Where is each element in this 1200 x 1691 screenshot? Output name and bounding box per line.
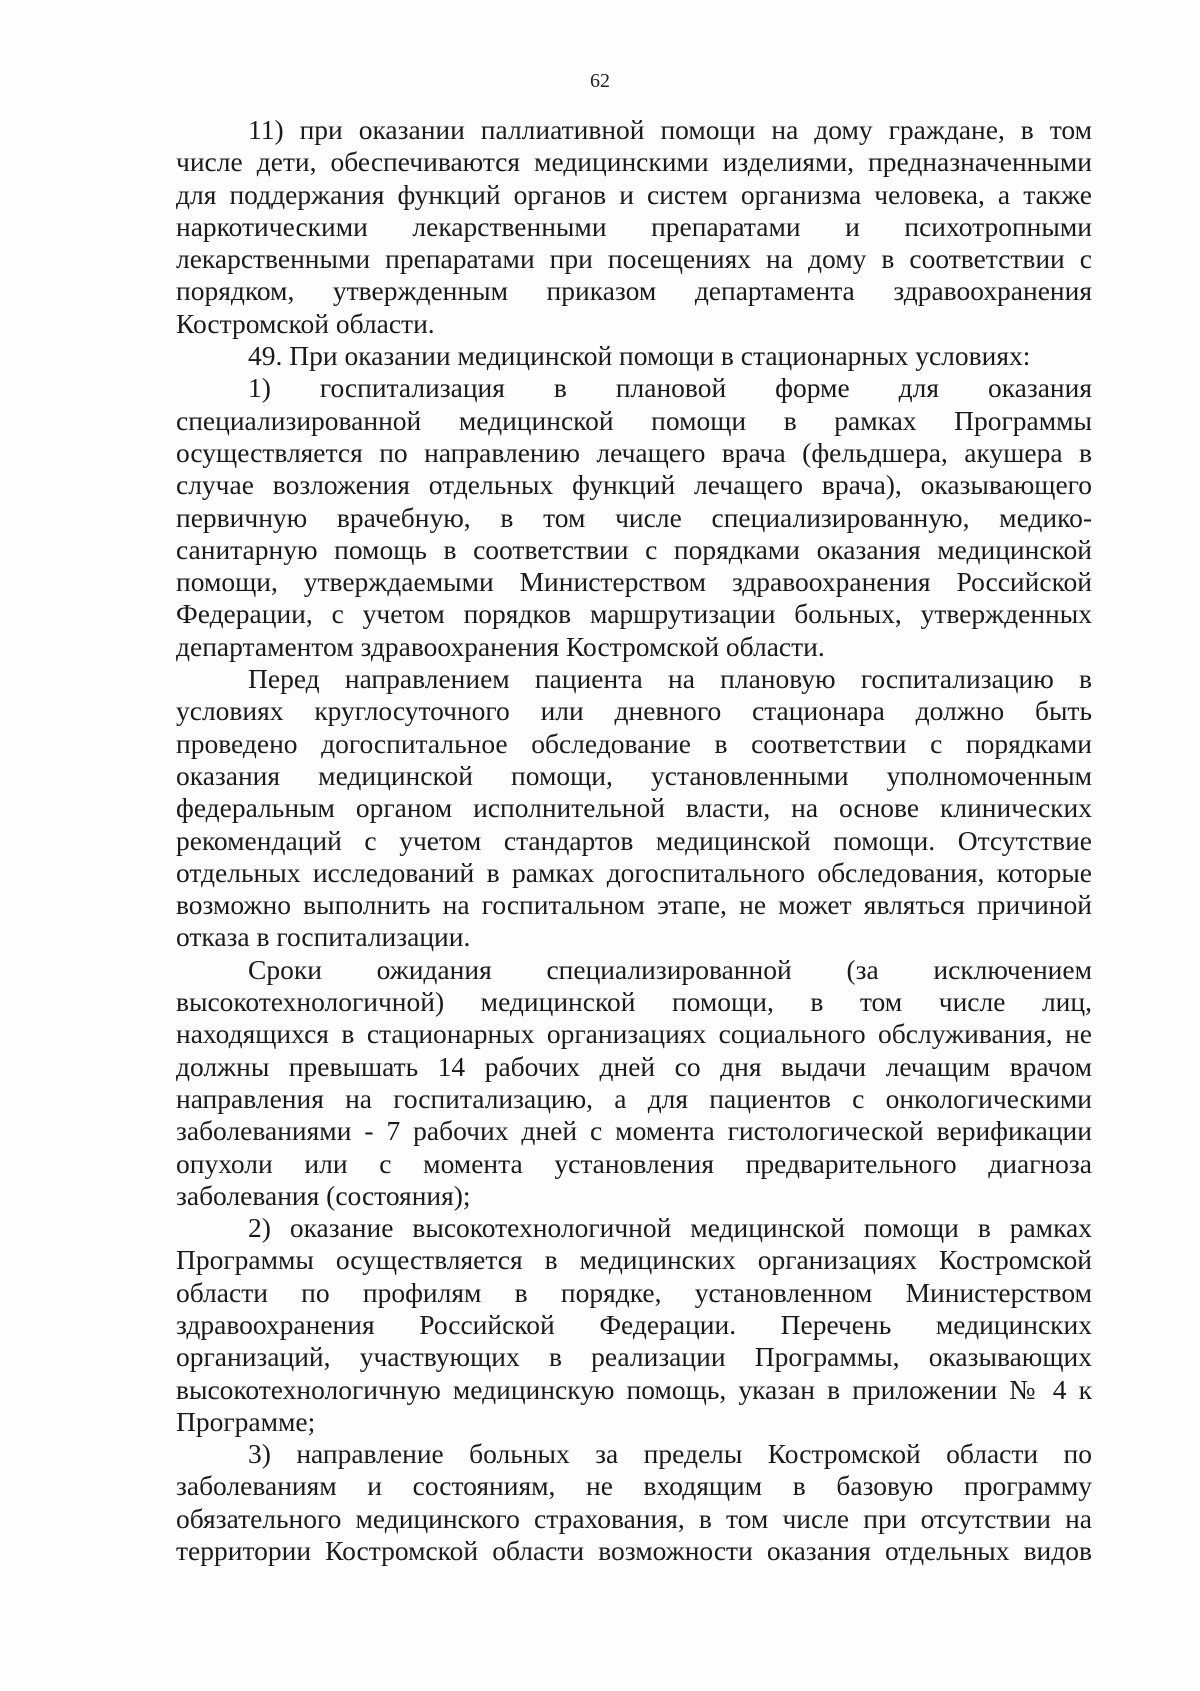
text-line: 3) направление больных за пределы Костромской области по xyxy=(248,1438,1092,1470)
text-line: высокотехнологичной) медицинской помощи, в том числе лиц, xyxy=(176,986,1092,1018)
text-line: проведено догоспитальное обследование в соответствии с порядками xyxy=(176,727,1092,759)
text-line: осуществляется по направлению лечащего врача (фельдшера, акушера в xyxy=(176,436,1092,468)
text-line: должны превышать 14 рабочих дней со дня выдачи лечащим врачом xyxy=(176,1050,1092,1082)
text-line: 1) госпитализация в плановой форме для оказания xyxy=(248,372,1092,404)
text-line: Сроки ожидания специализированной (за исключением xyxy=(248,953,1092,985)
text-line: рекомендаций с учетом стандартов медицинской помощи. Отсутствие xyxy=(176,824,1092,856)
text-line: 49. При оказании медицинской помощи в стационарных условиях: xyxy=(248,340,1031,372)
text-line: санитарную помощь в соответствии с порядками оказания медицинской xyxy=(176,533,1092,565)
text-line: направления на госпитализацию, а для пациентов с онкологическими xyxy=(176,1082,1092,1114)
text-line: Программы осуществляется в медицинских организациях Костромской xyxy=(176,1244,1092,1276)
text-line: организаций, участвующих в реализации Программы, оказывающих xyxy=(176,1341,1092,1373)
text-line: Костромской области. xyxy=(176,307,435,339)
text-line: опухоли или с момента установления предварительного диагноза xyxy=(176,1147,1092,1179)
text-line: территории Костромской области возможности оказания отдельных видов xyxy=(176,1535,1092,1567)
text-line: лекарственными препаратами при посещениях на дому в соответствии с xyxy=(176,243,1092,275)
text-line: высокотехнологичную медицинскую помощь, указан в приложении № 4 к xyxy=(176,1373,1092,1405)
text-line: наркотическими лекарственными препаратами и психотропными xyxy=(176,210,1092,242)
text-line: специализированной медицинской помощи в рамках Программы xyxy=(176,404,1092,436)
text-line: заболеваниями - 7 рабочих дней с момента гистологической верификации xyxy=(176,1115,1092,1147)
text-line: заболеваниям и состояниям, не входящим в базовую программу xyxy=(176,1470,1092,1502)
text-line: 11) при оказании паллиативной помощи на дому граждане, в том xyxy=(248,114,1092,145)
text-line: отказа в госпитализации. xyxy=(176,921,471,953)
text-line: обязательного медицинского страхования, в том числе при отсутствии на xyxy=(176,1502,1092,1534)
text-line: здравоохранения Российской Федерации. Перечень медицинских xyxy=(176,1308,1092,1340)
text-line: департаментом здравоохранения Костромской области. xyxy=(176,630,825,662)
text-line: Федерации, с учетом порядков маршрутизации больных, утвержденных xyxy=(176,598,1092,630)
text-line: заболевания (состояния); xyxy=(176,1179,471,1211)
text-line: 2) оказание высокотехнологичной медицинской помощи в рамках xyxy=(248,1212,1092,1244)
text-line: Программе; xyxy=(176,1405,316,1437)
text-line: условиях круглосуточного или дневного стационара должно быть xyxy=(176,695,1092,727)
text-line: федеральным органом исполнительной власти, на основе клинических xyxy=(176,792,1092,824)
text-line: случае возложения отдельных функций лечащего врача), оказывающего xyxy=(176,469,1092,501)
text-line: Перед направлением пациента на плановую госпитализацию в xyxy=(248,663,1092,695)
document-body xyxy=(176,114,1092,1567)
text-line: находящихся в стационарных организациях социального обслуживания, не xyxy=(176,1018,1092,1050)
text-line: числе дети, обеспечиваются медицинскими изделиями, предназначенными xyxy=(176,146,1092,178)
text-line: порядком, утвержденным приказом департамента здравоохранения xyxy=(176,275,1092,307)
text-line: помощи, утверждаемыми Министерством здравоохранения Российской xyxy=(176,566,1092,598)
text-line: первичную врачебную, в том числе специализированную, медико- xyxy=(176,501,1092,533)
text-line: отдельных исследований в рамках догоспитального обследования, которые xyxy=(176,856,1092,888)
text-line: области по профилям в порядке, установленном Министерством xyxy=(176,1276,1092,1308)
text-line: для поддержания функций органов и систем организма человека, а также xyxy=(176,178,1092,210)
page-number: 62 xyxy=(590,70,610,92)
text-line: возможно выполнить на госпитальном этапе, не может являться причиной xyxy=(176,889,1092,921)
text-line: оказания медицинской помощи, установленными уполномоченным xyxy=(176,759,1092,791)
